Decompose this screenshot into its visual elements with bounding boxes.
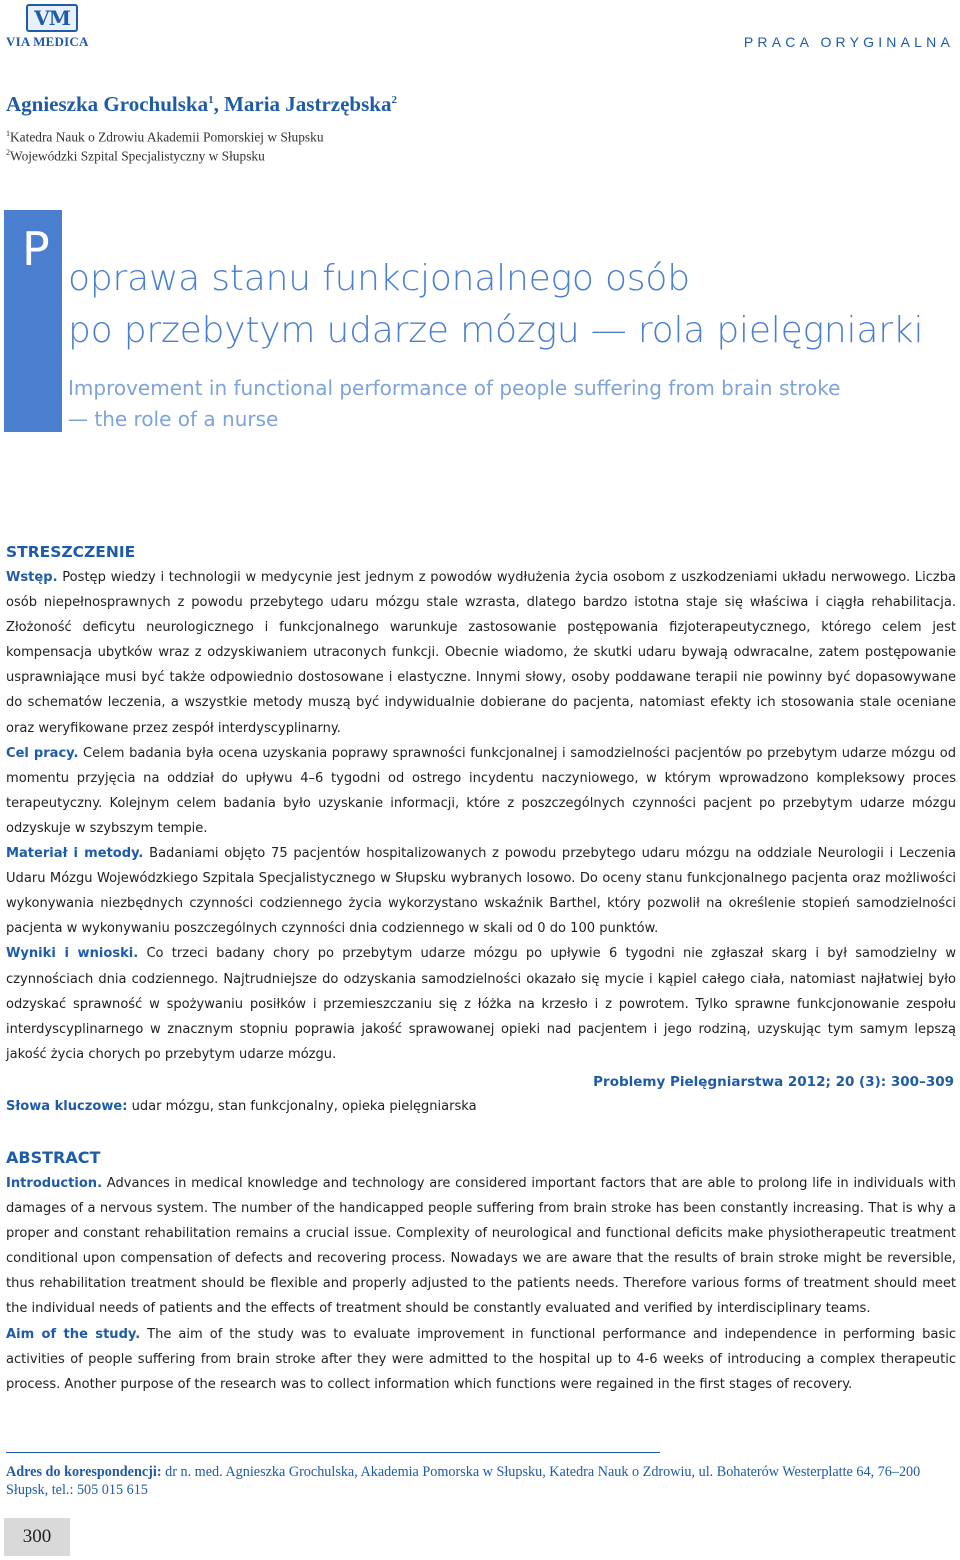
correspondence-address (6, 1463, 956, 1499)
material-lead: Materiał i metody. (6, 846, 144, 862)
affiliation (6, 129, 324, 145)
title-english-line-1: Improvement in functional performance of people suffering from brain stroke (68, 376, 841, 400)
journal-citation: Problemy Pielęgniarstwa 2012; 20 (3): 300–309 (593, 1074, 954, 1090)
affiliation (6, 148, 265, 164)
via-medica-logo (6, 4, 98, 48)
article-type-label: PRACA ORYGINALNA (743, 34, 954, 50)
paragraph-cel (6, 741, 956, 841)
keywords-label: Słowa kluczowe: (6, 1099, 128, 1114)
wstep-lead: Wstęp. (6, 570, 58, 585)
title-polish-line-2: po przebytym udarze mózgu — rola pielęgniarki (68, 310, 924, 351)
wyniki-lead: Wyniki i wnioski. (6, 946, 139, 962)
abstract-body (6, 1171, 956, 1397)
author-affil-sup: 2 (391, 94, 397, 106)
page-number: 300 (22, 1526, 52, 1547)
paragraph-material (6, 841, 956, 941)
author-list (6, 92, 397, 117)
author-separator: , (213, 92, 225, 116)
title-initial: P (22, 222, 50, 276)
cel-text: Celem badania była ocena uzyskania poprawy sprawności funkcjonalnej i samodzielności pacjentów po przebytym udarze mózgu od momentu przyjęcia na oddział do upływu 4–6 tygodni od ostrego incydentu naczyniowego, w którym wprowadzono kompleksowy proces terapeutyczny. Kolejnym celem badania było uzyskanie informacji, które z poszczególnych czynności pacjent po przebytym udarze mózgu odzyskuje w szybszym tempie. (6, 745, 956, 836)
streszczenie-body (6, 565, 956, 1067)
introduction-lead: Introduction. (6, 1176, 103, 1191)
paragraph-wyniki (6, 941, 956, 1066)
title-english-line-2: — the role of a nurse (68, 407, 279, 431)
affiliation-text: Wojewódzki Szpital Specjalistyczny w Słupsku (10, 148, 265, 164)
affiliation-sup: 1 (6, 129, 10, 138)
affiliation-text: Katedra Nauk o Zdrowiu Akademii Pomorskiej w Słupsku (10, 129, 324, 145)
footer-divider (6, 1452, 660, 1453)
cel-lead: Cel pracy. (6, 745, 79, 761)
paragraph-aim (6, 1322, 956, 1397)
aim-lead: Aim of the study. (6, 1326, 141, 1342)
author-name: Agnieszka Grochulska (6, 92, 209, 116)
wstep-text: Postęp wiedzy i technologii w medycynie jest jednym z powodów wydłużenia życia osobom z uszkodzeniami układu nerwowego. Liczba osób niepełnosprawnych z powodu przebytego udaru mózgu stale wzrasta, dlatego bardzo istotna staje się właściwa i ciągła rehabilitacja. Złożoność deficytu neurologicznego i funkcjonalnego warunkuje zastosowanie postępowania fizjoterapeutycznego, którego celem jest kompensacja ubytków wraz z odzyskiwaniem utraconych funkcji. Obecnie wiadomo, że skutki udaru bywają odwracalne, zatem postępowanie usprawniające musi być także odpowiednio dostosowane i elastyczne. Innymi słowy, osoby poddawane terapii nie powinny być dopasowywane do schematów leczenia, a wszystkie metody muszą być indywidualnie dobierane do pacjenta, natomiast efekty ich stosowania stale oceniane oraz weryfikowane przez zespół interdyscyplinarny. (6, 570, 956, 736)
introduction-text: Advances in medical knowledge and technology are considered important factors that are able to prolong life in individuals with damages of a nervous system. The number of the handicapped people suffering from brain stroke has been constantly increasing. That is why a proper and constant rehabilitation remains a crucial issue. Complexity of neurological and functional deficits make physiotherapeutic treatment conditional upon compensation of defects and recovering process. Nowadays we are aware that the results of brain stroke might be reversible, thus rehabilitation treatment should be flexible and properly adjusted to the patients needs. Therefore various forms of treatment should meet the individual needs of patients and the effects of treatment should be constantly evaluated and verified by interdisciplinary teams. (6, 1176, 956, 1317)
streszczenie-heading: STRESZCZENIE (6, 543, 136, 561)
affiliation-sup: 2 (6, 148, 10, 157)
abstract-heading: ABSTRACT (6, 1148, 101, 1167)
paragraph-wstep (6, 565, 956, 741)
title-polish-line-1: oprawa stanu funkcjonalnego osób (68, 258, 690, 299)
wyniki-text: Co trzeci badany chory po przebytym udarze mózgu po upływie 6 tygodni nie zgłaszał skarg i był samodzielny w czynnościach dnia codziennego. Najtrudniejsze do odzyskania samodzielności okazało się mycie i kąpiel całego ciała, natomiast najłatwiej było odzyskać sprawność w spożywaniu posiłków i przemieszczaniu się z łóżka na krzesło i z powrotem. Tylko sprawne funkcjonowanie zespołu interdyscyplinarnego w znacznym stopniu poprawia jakość sprawowanej opieki nad pacjentem i jego rodziną, uzyskując tym samym lepszą jakość życia chorych po przebytym udarze mózgu. (6, 946, 956, 1062)
aim-text: The aim of the study was to evaluate improvement in functional performance and independence in performing basic activities of people suffering from brain stroke after they were admitted to the hospital up to 4-6 weeks of introducing a complex therapeutic process. Another purpose of the research was to collect information which functions were regained in the first stages of recovery. (6, 1326, 956, 1392)
author-affil-sup: 1 (208, 94, 214, 106)
keywords-text: udar mózgu, stan funkcjonalny, opieka pielęgniarska (127, 1099, 477, 1114)
paragraph-introduction (6, 1171, 956, 1322)
logo-text: VIA MEDICA (6, 34, 89, 49)
logo-mark: VM (26, 4, 78, 32)
keywords (6, 1099, 477, 1114)
material-text: Badaniami objęto 75 pacjentów hospitalizowanych z powodu przebytego udaru mózgu na oddziale Neurologii i Leczenia Udaru Mózgu Wojewódzkiego Szpitala Specjalistycznego w Słupsku wybranych losowo. Do oceny stanu funkcjonalnego pacjenta oraz możliwości wykonywania niezbędnych czynności codziennego życia wykorzystano wskaźnik Barthel, który pozwolił na określenie stopień samodzielności pacjenta w wykonywaniu poszczególnych czynności dnia codziennego w skali od 0 do 100 punktów. (6, 846, 957, 937)
correspondence-label: Adres do korespondencji: (6, 1464, 162, 1480)
author-name: Maria Jastrzębska (224, 92, 392, 116)
correspondence-text: dr n. med. Agnieszka Grochulska, Akademia Pomorska w Słupsku, Katedra Nauk o Zdrowiu, ul. Bohaterów Westerplatte 64, 76–200 Słupsk, tel.: 505 015 615 (6, 1464, 921, 1498)
